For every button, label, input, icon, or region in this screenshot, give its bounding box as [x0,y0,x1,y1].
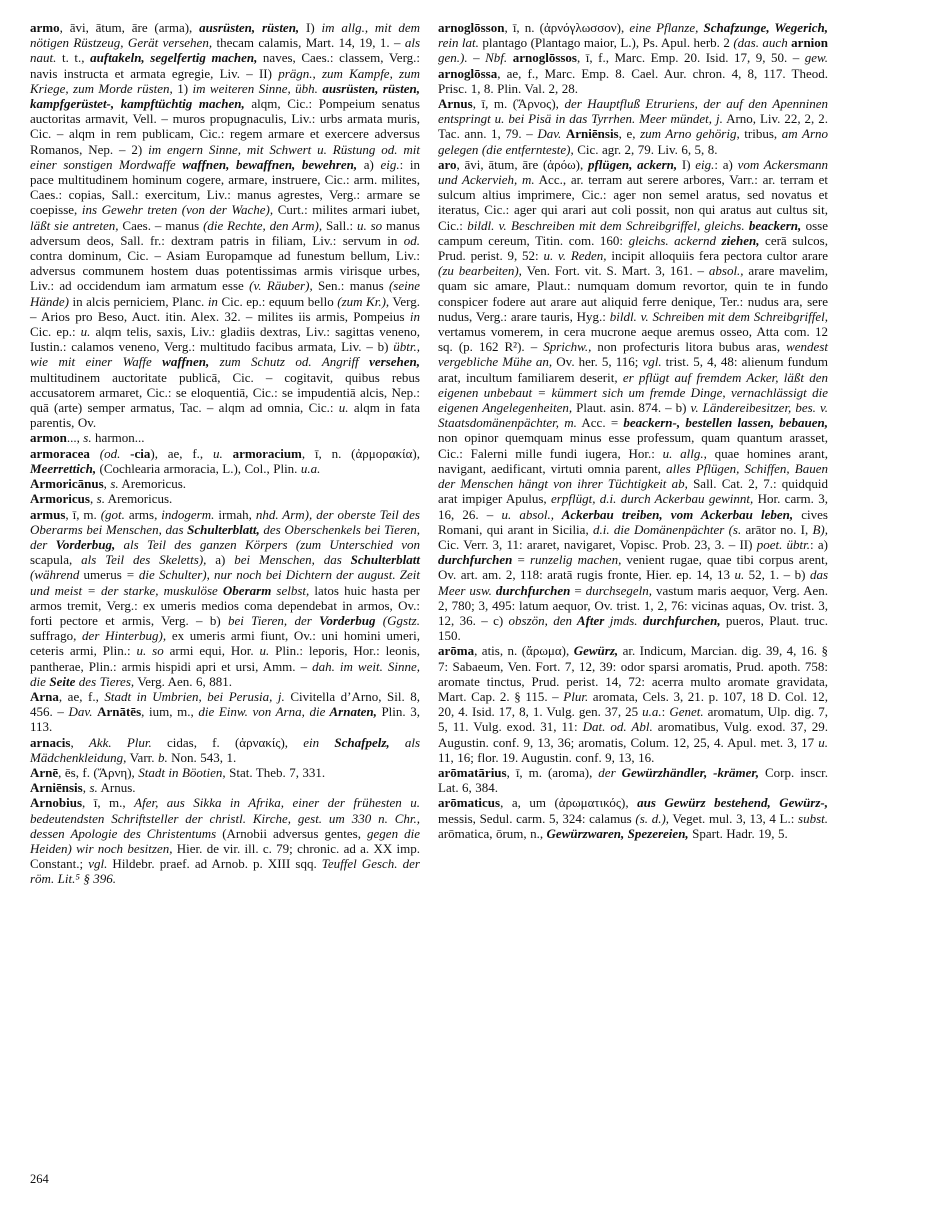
entry-text-segment: armo [30,20,60,35]
entry-text-segment: aromata, Cels. 3, 21. p. 107, 18 D. Col. 12, 20, 4. Isid. 17, 8, 1. Vulg. gen. 37, 25 [438,688,828,720]
entry-text-segment: u. [338,400,349,416]
entry-text-segment: Dat. od. Abl. [582,719,653,735]
entry-text-segment: arnoglōssos [512,50,577,66]
entry-text-segment: : a) [810,536,829,552]
entry-text-segment: , ī, m., [82,795,135,811]
entry-text-segment: Arniēnsis [30,780,83,796]
entry-text-segment: , ī, n. (ἀρμορακία), [301,445,420,461]
entry-text-segment: s. [110,476,119,492]
entry-text-segment: Ov. her. 5, 116; [552,354,643,370]
entry-text-segment: -cia [130,445,151,461]
entry-text-segment: subst. [798,810,828,826]
entry-text-segment: ar. Indicum, Marcian. dig. 39, 4, 16. § 7: Sabaeum, Ven. Fort. 7, 12, 39: odor sparsi aromatis, Prud. apoth. 758: aromate tinctus, Prud. perist. 14, 72: acerra multo aromate gravidata, Mart. Cap. 2. § 115. – [438,643,828,704]
entry-text-segment: b. [157,749,168,765]
dictionary-entry-aromaticus [438,795,828,841]
entry-text-segment: u. [213,445,223,461]
entry-text-segment: im allg., mit dem nötigen Rüstzeug, Gerät versehen, [30,20,420,51]
entry-text-segment: in alcis perniciem, Planc. [69,293,208,309]
entry-text-segment: Nbf. [485,50,508,66]
entry-text-segment: Sprichw., [543,339,592,355]
entry-text-segment: poet. übtr. [756,536,811,552]
entry-text-segment: Arnobius [30,795,83,811]
entry-text-segment: (seine Hände) [30,278,421,309]
dictionary-entry-arnoglosson [438,20,828,96]
entry-text-segment: durchfurchen [438,552,513,568]
entry-text-segment: : a) [714,156,738,172]
entry-text-segment: : [661,704,670,720]
entry-text-segment: : in pace multitudinem hominum cogere, armare, instruere, Cic.: arm. milites, Caes.: copias, Sall.: exercitum, Liv.: manus agrestes, Verg.: armare se coepisse, [30,156,420,218]
entry-text-segment: Plur. [563,688,589,704]
entry-text-segment: Teuffel Gesch. der röm. Lit.⁵ § 396. [30,856,420,887]
dictionary-entry-armon [30,430,420,445]
entry-text-segment: arare mavelim, quam sic amare, Plaut.: numquam domum revortor, quin te in fundo conspicer fodere aut arare aut aliquid ferre denique, Ter.: nudus ara, sere nudus, Verg.: arare tauris, Hyg.: [438,263,829,324]
dictionary-entry-aro [438,157,828,644]
entry-text-segment: der Hinterbug), [82,628,167,644]
dictionary-entry-Arnobius [30,795,420,886]
entry-text-segment: Armoricānus [30,476,104,492]
entry-text-segment: , ī, m. [65,506,101,522]
entry-text-segment: pueros, Plaut. truc. 150. [438,612,828,644]
entry-text-segment: s. [96,491,105,507]
entry-text-segment: armon [30,430,67,446]
entry-text-segment: messis, Sedul. carm. 5, 324: calamus [438,810,636,826]
entry-text-segment: Hier. de vir. ill. c. 79; chronic. ad a. XX imp. Constant.; [30,840,420,872]
entry-text-segment: Arno, Liv. 22, 2, 2. Tac. ann. 1, 79. – [438,111,828,142]
entry-text-segment: v. Ländereibesitzer, bes. v. Staatsdomänenpächter, m. [438,400,828,431]
entry-text-segment: Hildebr. praef. ad Arnob. p. XIII sqq. [107,856,322,872]
entry-text-segment: (od. [99,445,121,461]
entry-text-segment: läßt sie antreten, [30,217,119,233]
entry-text-segment: alqm, Cic.: Pompeium senatus auctoritas armavit, Vell. – muros propugnaculis, Liv.: urbs armata muris, Cic. – alqm in rem publicam, Cic.: regem armare et exercere adversus Romanos, Nep. – 2) [30,96,420,157]
entry-text-segment: irmah, [214,506,256,522]
entry-text-segment: Cic. ep.: [30,324,81,340]
entry-text-segment: Schulterblatt [341,552,420,568]
entry-text-segment: a) [357,156,381,172]
entry-text-segment: , ī, m. (aroma), [506,764,599,780]
entry-text-segment: , ī, m. (Ἄρνος), [472,96,565,112]
entry-text-segment: = [570,582,586,598]
entry-text-segment: Aremoricus. [104,491,173,507]
entry-text-segment: , ēs, f. (Ἄρνη), [58,764,139,780]
entry-text-segment: als naut. [30,35,421,66]
entry-text-segment: naves, Caes.: classem, Verg.: navis instructa et armata egregie, Liv. – II) [30,50,421,81]
entry-text-segment: 52, 1. – b) [744,567,810,583]
entry-text-segment: (das. auch [733,35,788,51]
entry-text-segment: , [89,491,97,507]
entry-text-segment: ex umeris armi fiunt, Ov.: uni homini umeri, ceteris armi, Plin.: [30,628,420,659]
entry-text-segment: u. allg., [662,445,707,461]
entry-text-segment: , atis, n. (ἄρωμα), [474,643,574,659]
entry-text-segment: armus [30,506,66,522]
entry-text-segment: s. [83,430,92,446]
entry-text-segment: gegen die Heiden) wir noch besitzen, [30,825,420,856]
entry-text-segment: Vorderbug, [47,536,116,552]
entry-text-segment: vgl. [88,856,108,872]
entry-text-segment: umerus [79,567,126,583]
entry-text-segment: Gewürzwaren, Spezereien, [546,825,689,841]
entry-text-segment: Varr. [126,749,158,765]
entry-text-segment: 1) [172,80,193,96]
entry-text-segment: Arniēnsis [565,126,619,142]
dictionary-entry-Arnus [438,96,828,157]
entry-text-segment: prägn., zum Kampfe, zum Kriege, zum Morde rüsten, [30,65,421,96]
entry-text-segment: , āvi, ātum, āre (ἀρόω), [456,156,588,172]
entry-text-segment: zum Schutz od. Angriff [209,354,359,370]
entry-text-segment: Vorderbug [311,612,376,628]
entry-text-segment: arnion [791,35,829,51]
entry-text-segment: ins Gewehr treten (von der Wache), [81,202,274,218]
entry-text-segment: Gewürzhändler, -krämer, [615,764,760,780]
entry-text-segment: cives Romani, qui arant in Sicilia, [438,506,828,537]
entry-text-segment: u. so [356,217,383,233]
entry-text-segment: = die Schulter), nur noch bei Dichtern der august. Zeit und meist = der starke, muskulöse [30,567,420,598]
entry-text-segment: Meerrettich, [30,460,97,476]
entry-text-segment: Seite [45,673,76,689]
entry-text-segment: ausrüsten, rüsten, [199,20,300,35]
entry-text-segment: I) [677,156,696,172]
entry-text-segment: im engern Sinne, mit Schwert u. Rüstung od. mit einer sonstigen Mordwaffe [30,141,420,172]
entry-text-segment: ausrüsten, rüsten, kampfgerüstet-, kampftüchtig machen, [30,80,421,112]
entry-text-segment: (zu bearbeiten), [438,263,522,279]
entry-text-segment: , ī, n. (ἀρνόγλωσσον), [504,20,630,35]
entry-text-segment: Arnaten, [325,704,377,720]
entry-text-segment: od. [403,232,420,248]
entry-text-segment: armoracium [232,445,302,461]
entry-text-segment: er pflügt auf fremdem Acker, läßt den eigenen unbebaut = kümmert sich um fremde Dinge, vernachlässigt die eigenen Angelegenheiten, [438,369,828,416]
entry-text-segment: Stadt in Böotien, [138,764,226,780]
entry-text-segment: u. [734,567,745,583]
entry-text-segment: alqm in fata parentis, Ov. [30,400,420,431]
entry-text-segment: waffnen, [151,354,210,370]
entry-text-segment: ziehen, [716,232,760,248]
entry-text-segment: arōmatārius [438,764,507,780]
entry-text-segment: aro [438,156,457,172]
entry-text-segment: plantago (Plantago maior, L.), Ps. Apul. herb. 2 [478,35,734,51]
entry-text-segment: vastum maris aequor, Verg. Aen. 2, 780; 3, 495: latum aequor, Ov. trist. 1, 2, 76: vicinas aquas, Ov. trist. 3, 12, 36. – c) [438,582,828,628]
entry-text-segment: harmon... [91,430,145,446]
entry-text-segment [90,446,100,461]
entry-text-segment: gleichs. ackernd [628,232,717,248]
entry-text-segment: aromatibus, Vulg. exod. 37, 29. Augustin. conf. 9, 13, 36; aromatis, Colum. 12, 25, 4. Apul. met. 3, 17 [438,719,828,750]
entry-text-segment: , [82,780,90,796]
entry-text-segment: Verg. – Arios pro Beso, Auct. itin. Alex. 32. – milites iis armis, Pompeius [30,293,421,324]
entry-text-segment: arms, [124,506,162,522]
entry-text-segment: Akk. Plur. [88,734,152,750]
entry-text-segment: auftakeln, segelfertig machen, [90,50,258,66]
entry-text-segment: Cic. agr. 2, 79. Liv. 6, 5, 8. [573,141,718,157]
entry-text-segment: die Einw. von Arna, die [198,704,326,720]
entry-text-segment: nhd. Arm), der oberste Teil des Oberarms bei Menschen, das [30,506,420,537]
left-column [30,20,420,887]
entry-text-segment: als Mädchenkleidung, [30,734,421,765]
entry-text-segment: vertamus vomerem, in cera mucrone aeque aremus osseo, Atta com. 12 sq. (p. 162 R²). – [438,324,828,355]
entry-text-segment: des Tieres, [75,673,135,689]
entry-text-segment: wendest vergebliche Mühe an, [438,339,828,370]
entry-text-segment: (got. [100,506,125,522]
entry-text-segment: d.i. die Domänenpächter (s. [592,521,742,537]
entry-text-segment: , [103,476,111,492]
entry-text-segment: , āvi, ātum, āre (arma), [59,20,200,35]
entry-text-segment: (zum Kr.), [337,293,390,309]
entry-text-segment: (Cochlearia armoracia, L.), Col., Plin. [96,460,301,476]
entry-text-segment: durchfurchen, [637,612,721,628]
entry-text-segment: Arnus [438,96,473,112]
entry-text-segment: alles Pflügen, Schiffen, Bauen der Menschen hängt von ihrer Tüchtigkeit ab, [438,460,828,492]
entry-text-segment [120,446,130,461]
entry-text-segment: Corp. inscr. Lat. 6, 384. [438,764,828,796]
entry-text-segment: Curt.: milites armari iubet, [273,202,420,218]
entry-text-segment: gen.). [438,50,468,66]
entry-text-segment: Cic. ep.: equum bello [217,293,338,309]
entry-text-segment: als Teil des Skeletts), [81,552,207,568]
entry-text-segment: Veget. mul. 3, 13, 4 L.: [669,810,799,826]
entry-text-segment: Sall.: [322,217,357,233]
entry-text-segment: tribus, [739,126,782,142]
entry-text-segment: als Teil des ganzen Körpers (zum Unterschied von [115,536,420,552]
entry-text-segment: rein lat. [438,35,479,51]
entry-text-segment: jmds. [604,612,638,628]
entry-text-segment: multitudinem auctoritate publicā, Cic. – cogitavit, quibus rebus accusatorem armaret, Cic.: se eloquentiā, Cic.: se impudentiā alcis, Nep.: quā (arte) semper armatus, Tac. – alqm ad omnia, Cic.: [30,369,420,416]
entry-text-segment: u. v. Reden, [543,248,607,264]
entry-text-segment: eine Pflanze, [629,20,699,35]
entry-text-segment: B), [812,521,828,537]
entry-text-segment: ..., [66,430,84,446]
entry-text-segment: (v. Räuber), [249,278,313,294]
entry-text-segment: Civitella d’Arno, Sil. 8, 456. – [30,688,420,720]
entry-text-segment: , e, [618,126,641,142]
entry-text-segment: arnoglōsson [438,20,505,35]
entry-text-segment: Arnus. [97,780,136,796]
entry-text-segment: durchsegeln, [585,582,652,598]
entry-text-segment: contra dominum, Cic. – Asiam Europamque ad funestum bellum, Liv.: adversus communem hostem duas potentissimas armis virisque urbes, Liv.: ad occidendum iam armatum esse [30,248,420,294]
entry-text-segment: 11, 16; flor. 19. Augustin. conf. 9, 13, 16. [438,749,655,765]
dictionary-entry-aromatarius [438,765,828,795]
entry-text-segment: Acc., ar. terram aut serere arbores, Varr.: ar. terram et sulcum altius imprimere, Cic.: ager non semel aratus, sed novatus et iteratus, Cic.: ager qui arari aut coli possit, non qui aratus aut cultus sit, Cic.: [438,172,829,233]
dictionary-entry-armus [30,507,420,689]
entry-text-segment: in [409,308,420,324]
entry-text-segment: beackern, [744,217,802,233]
entry-text-segment: s. [89,780,98,796]
entry-text-segment: arōma [438,643,475,659]
entry-text-segment: Afer, aus Sikka in Afrika, einer der frühesten u. bedeutendsten Schriftsteller der christl. Kirche, gest. um 330 n. Chr., dessen Apologie des Christentums [30,795,421,841]
entry-text-segment: Ven. Fort. vit. S. Mart. 3, 161. – [521,263,709,279]
entry-text-segment: im weiteren Sinne, übh. [192,80,318,96]
entry-text-segment: eig. [380,156,400,172]
entry-text-segment: erpflügt, d.i. durch Ackerbau gewinnt, [551,491,754,507]
entry-text-segment: bei Menschen, das [234,552,342,568]
entry-text-segment: übtr., wie mit einer Waffe [30,339,420,370]
entry-text-segment: vom Ackersmann und Ackervieh, m. [438,156,828,188]
entry-text-segment: u. [80,324,91,340]
entry-text-segment: Plin. 3, 113. [30,704,421,735]
entry-text-segment: manus adversum deos, Sall. fr.: dextram patris in filiam, Liv.: servum in [30,217,420,248]
dictionary-entry-aroma [438,643,828,765]
entry-text-segment: (Arnobii adversus gentes, [216,825,368,841]
entry-text-segment: u. [818,734,828,750]
entry-text-segment: vgl. [642,354,662,370]
entry-text-segment: durchfurchen [491,582,571,598]
dictionary-entry-Arniensis [30,780,420,795]
entry-text-segment: = [512,552,530,568]
entry-text-segment: beackern-, bestellen lassen, bebauen, [623,415,828,431]
entry-text-segment: indogerm. [161,506,215,522]
entry-text-segment: armi equi, Hor. [163,643,260,659]
dictionary-entry-arnacis [30,735,420,765]
entry-text-segment: bildl. v. Beschreiben mit dem Schreibgriffel, gleichs. [467,217,745,233]
entry-text-segment: bei Tieren, der [227,612,312,628]
entry-text-segment: latos huic hasta per armos tremit, Verg.: ex umeris medios coma dependebat in armos, Ov.: forti pectore et armis, Verg. – b) [30,582,421,628]
entry-text-segment: arnacis [30,734,71,750]
dictionary-entry-Arna [30,689,420,735]
dictionary-entry-armo [30,20,420,430]
entry-text-segment: runzelig machen, [529,552,622,568]
entry-text-segment: absol., [708,263,744,279]
page-number: 264 [30,1172,49,1186]
entry-text-segment: dah. im weit. Sinne, die [30,658,420,689]
entry-text-segment: – [467,50,486,66]
entry-text-segment: Cic. Verr. 3, 11: araret, navigaret, Vopisc. Prob. 23, 3. – II) [438,536,757,552]
entry-text-segment: Schafpelz, [319,734,390,750]
entry-text-segment: ein [303,734,320,750]
entry-text-segment: gew. [804,50,829,66]
entry-text-segment: venient rugae, quae tibi corpus arent, Ov. art. am. 2, 118: aratā rugis fronte, Hier. ep. 14, 13 [438,552,828,583]
entry-text-segment: Schafzunge, Wegerich, [698,20,828,35]
entry-text-segment: Verg. Aen. 6, 881. [134,673,232,689]
dictionary-entry-armoracea [30,446,420,476]
entry-text-segment: das Meer usw. [438,567,828,598]
entry-text-segment: suffrago, [30,628,83,644]
entry-text-segment: arōmaticus [438,795,501,811]
entry-text-segment: trist. 5, 4, 48: alienum fundum arat, incultum familiarem deserit, [438,354,829,385]
entry-text-segment: thecam calamis, Mart. 14, 19, 1. – [212,35,405,51]
entry-text-segment: osse campum cereum, Titin. com. 160: [438,217,828,248]
entry-text-segment: selbst, [271,582,310,598]
entry-text-segment: pflügen, ackern, [587,156,678,172]
entry-text-segment: Stadt in Umbrien, bei Perusia, j. [104,688,285,704]
entry-text-segment: Ackerbau treiben, vom Ackerbau leben, [554,506,794,522]
entry-text-segment: , a, um (ἀρωματικός), [500,795,638,811]
entry-text-segment: alqm telis, saxis, Liv.: gladiis dextras, Liv.: sagittas veneno, Iustin.: calamos veneno, Verg.: multitudo facibus armata, Liv. – b) [30,324,420,355]
entry-text-segment: u. absol., [501,506,555,522]
entry-text-segment: Arnē [30,764,59,780]
entry-text-segment: Dav. [68,704,93,720]
dictionary-entry-Armoricanus [30,476,420,491]
entry-text-segment: Arnātēs [97,704,142,720]
entry-text-segment: arōmatica, ōrum, n., [438,825,547,841]
entry-text-segment: am Arno gelegen (die entfernteste), [438,126,829,157]
entry-text-segment: obszön, den [508,612,573,628]
entry-text-segment: Spart. Hadr. 19, 5. [688,825,788,841]
entry-text-segment: Plaut. asin. 874. – b) [572,400,691,416]
entry-text-segment: armoracea [30,445,90,461]
entry-text-segment: Oberarm [217,582,272,598]
entry-text-segment: u.a. [642,704,662,720]
entry-text-segment: der [598,764,616,780]
entry-text-segment: arnoglōssa [438,65,498,81]
entry-text-segment [223,446,233,461]
entry-text-segment: Hor. carm. 3, 16, 26. – [438,491,828,522]
entry-text-segment: Gewürz, [573,643,619,659]
entry-text-segment: versehen, [358,354,421,370]
entry-text-segment: Aremoricus. [118,476,187,492]
dictionary-entry-Armoricus [30,491,420,506]
entry-text-segment: Non. 543, 1. [167,749,237,765]
entry-text-segment: u. so [136,643,164,659]
entry-text-segment: scapula, [30,552,82,568]
entry-text-segment: Dav. [537,126,562,142]
entry-text-segment: non profecturis litora bubus aras, [591,339,787,355]
entry-text-segment: After [572,612,605,628]
entry-text-segment: waffnen, bewaffnen, bewehren, [175,156,358,172]
right-column [438,20,828,887]
entry-text-segment: ), ae, f., [150,445,213,461]
entry-text-segment: u.a. [300,460,321,476]
entry-text-segment: quae homines arant, navigant, aedificant, virtuti omnia parent, [438,445,828,476]
entry-text-segment: der Hauptfluß Etruriens, der auf den Apenninen entspringt u. bei Pisä in das Tyrrhen. Meer mündet, j. [438,96,829,127]
entry-text-segment: , ae, f., [58,688,105,704]
entry-text-segment: t. t., [56,50,91,66]
dictionary-entry-Arne [30,765,420,780]
entry-text-segment: (Ggstz. [375,612,420,628]
entry-text-segment: Schulterblatt, [183,521,260,537]
entry-text-segment: I) [299,20,322,35]
text-columns [30,20,828,887]
entry-text-segment: (die Rechte, den Arm), [203,217,323,233]
entry-text-segment: Stat. Theb. 7, 331. [225,764,326,780]
entry-text-segment: , [70,734,89,750]
entry-text-segment: bildl. v. Schreiben mit dem Schreibgriffel, [609,308,828,324]
entry-text-segment: , ae, f., Marc. Emp. 8. Cael. Aur. chron. 4, 8, 117. Theod. Prisc. 1, 8. Plin. Val. 2, 28. [438,65,828,96]
entry-text-segment: Caes. – manus [118,217,204,233]
entry-text-segment: (während [30,567,80,583]
entry-text-segment: Acc. = [576,415,624,431]
entry-text-segment: Genet. [669,704,704,720]
entry-text-segment: aromatum, Ulp. dig. 7, 5, 11. Vulg. exod. 31, 11: [438,704,828,735]
entry-text-segment: , ī, f., Marc. Emp. 20. Isid. 17, 9, 50. – [577,50,805,66]
entry-text-segment: Armoricus [30,491,90,507]
entry-text-segment: arātor no. I, [741,521,813,537]
entry-text-segment: Sall. Cat. 2, 7.: quidquid arat impiger Apulus, [438,476,828,507]
entry-text-segment: zum Arno gehörig, [640,126,740,142]
entry-text-segment: des Oberschenkels bei Tieren, der [30,521,420,552]
entry-text-segment: non opinor quemquam minus esse professum, quam quantum arasset, Cic.: Falerni mille fundi iugera, Hor.: [438,430,828,461]
entry-text-segment: incipit alloquiis fera pectora cultor arare [606,248,829,264]
entry-text-segment: Plin.: leporis, Hor.: leonis, pantherae, Plin.: armis hispidi apri et ursi, Amm. – [30,643,420,674]
entry-text-segment: (s. d.), [635,810,670,826]
entry-text-segment: Arna [30,688,59,704]
entry-text-segment: a) [206,552,235,568]
entry-text-segment: cerā sulcos, Prud. perist. 9, 52: [438,232,828,264]
entry-text-segment: cidas, f. (ἀρνακίς), [151,734,304,750]
entry-text-segment: u. [259,643,270,659]
entry-text-segment: eig. [695,156,715,172]
entry-text-segment: aus Gewürz bestehend, Gewürz-, [637,795,828,811]
entry-text-segment: in [207,293,218,309]
entry-text-segment: , ium, m., [141,704,199,720]
entry-text-segment: Sen.: manus [312,278,389,294]
